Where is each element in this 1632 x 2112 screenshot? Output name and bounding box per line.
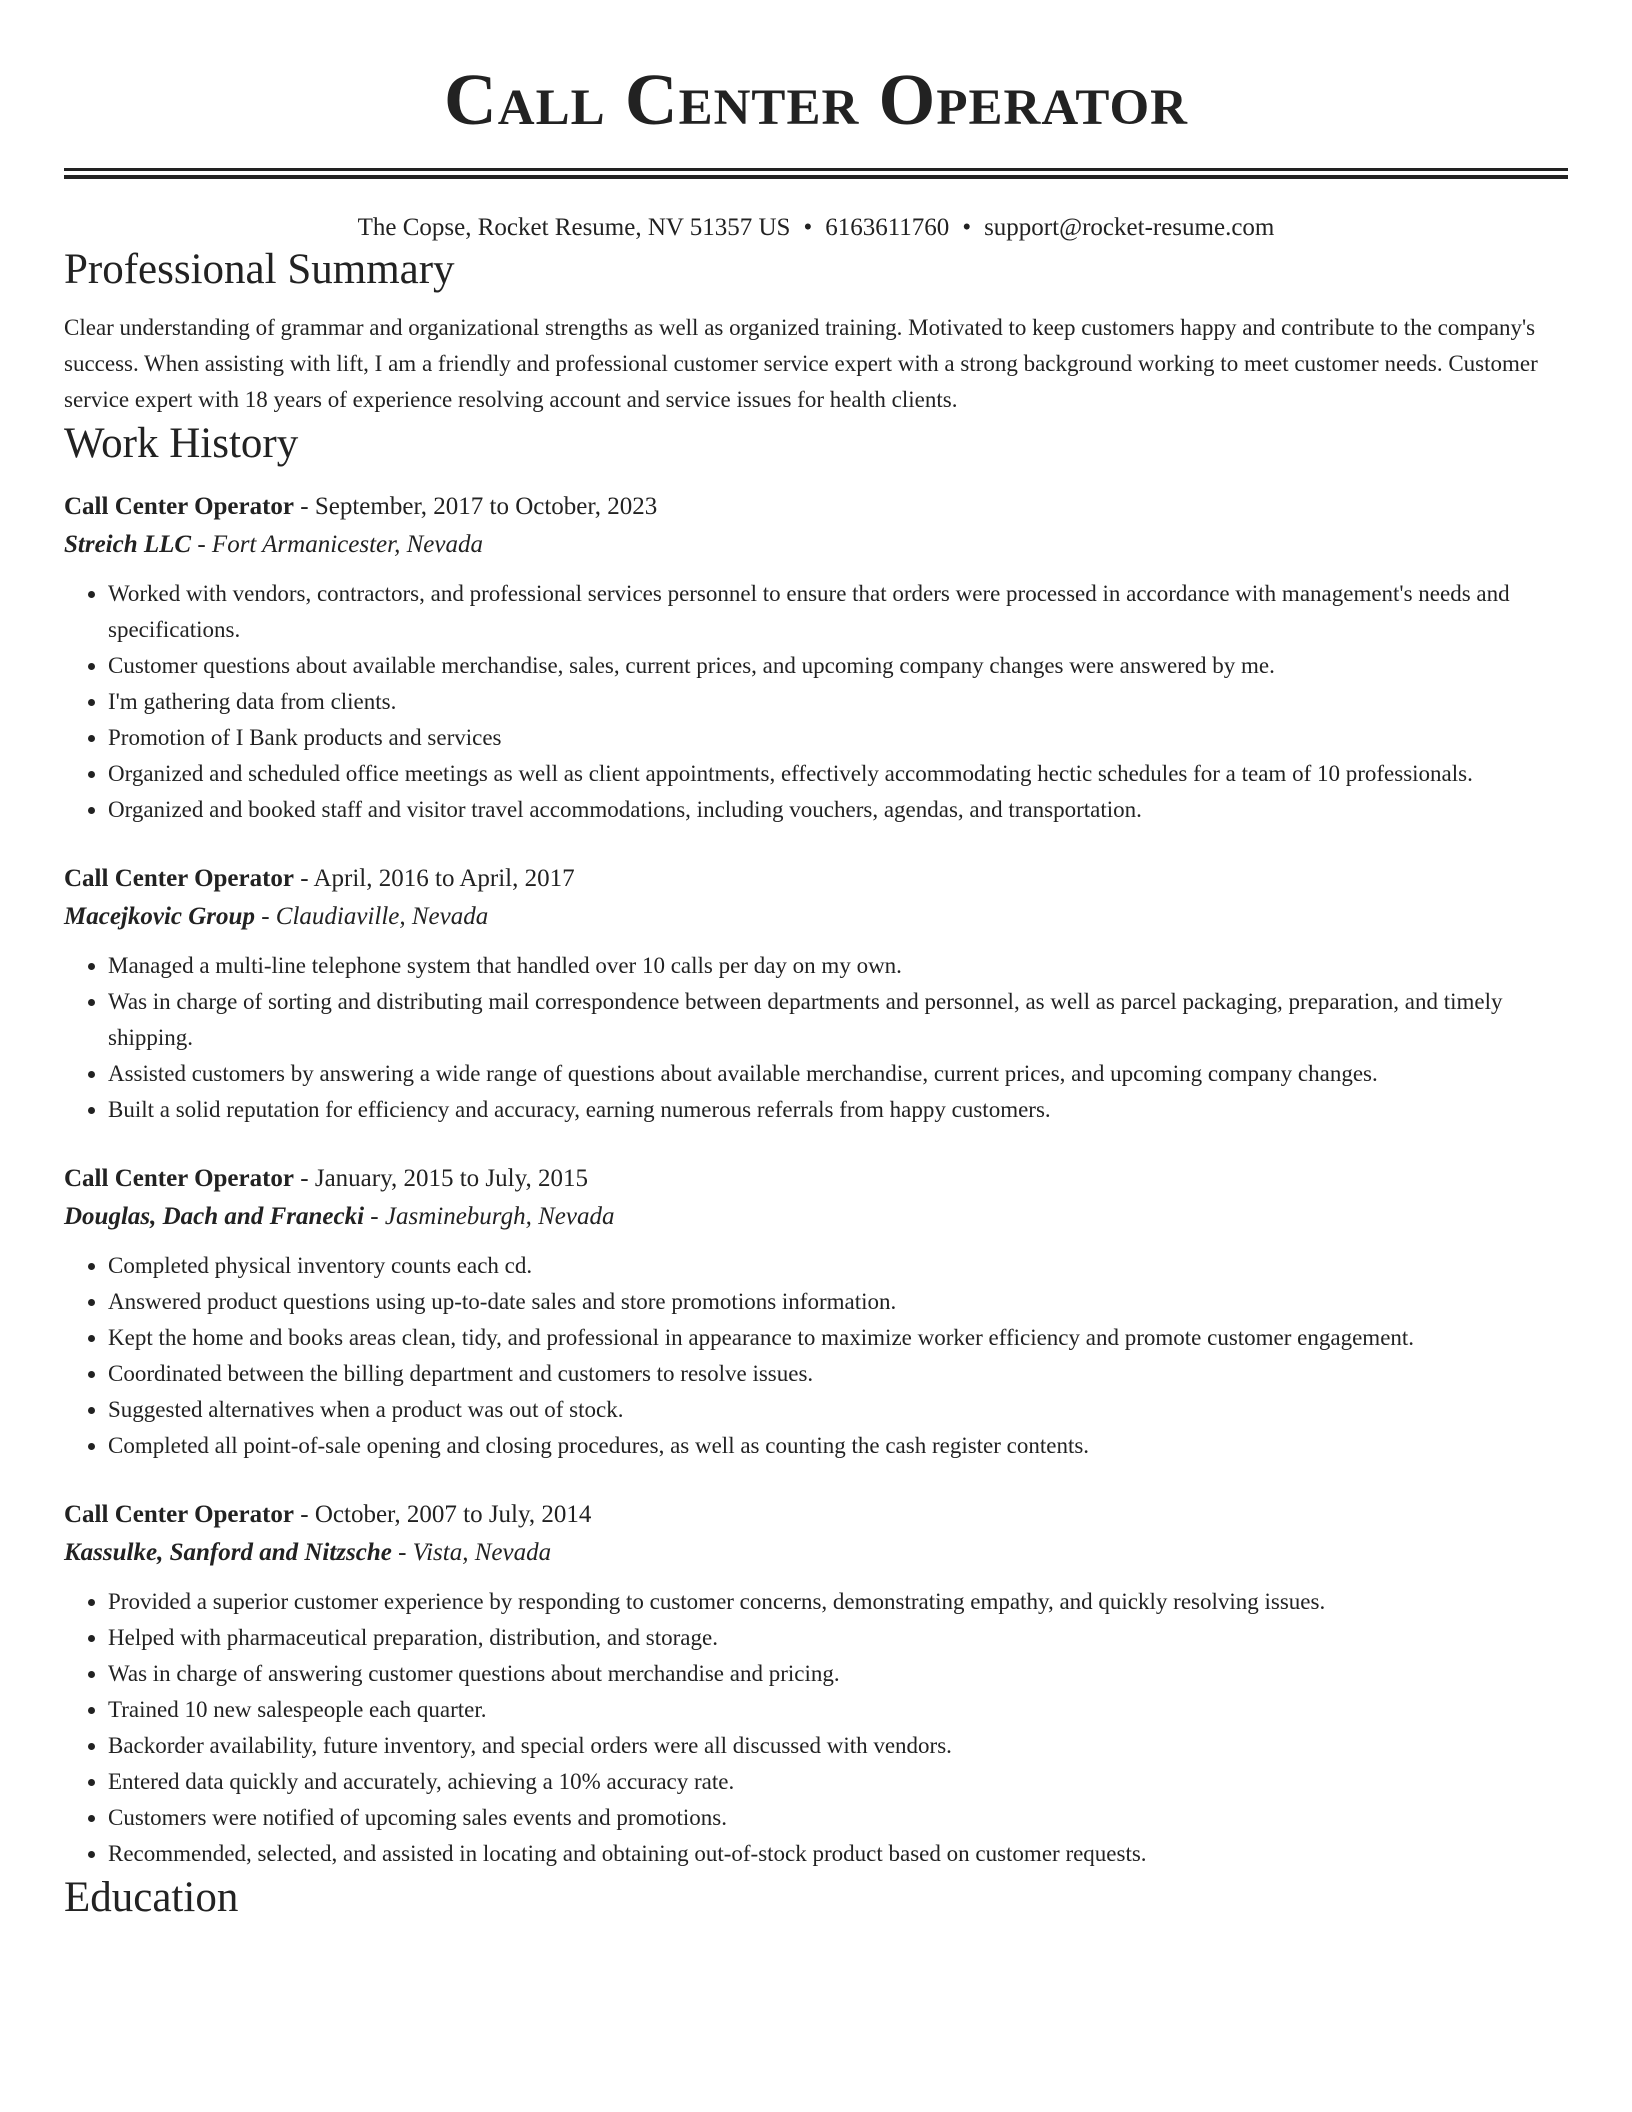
job-bullet-item: • Kept the home and books areas clean, tidy, and professional in appearance to maximize worker efficiency and promote customer engagement.	[108, 1320, 1568, 1356]
job-bullet-item: • Organized and scheduled office meetings as well as client appointments, effectively accommodating hectic schedules for a team of 10 professionals.	[108, 756, 1568, 792]
job-bullet-item: • Suggested alternatives when a product was out of stock.	[108, 1392, 1568, 1428]
job-bullet-item: • Provided a superior customer experience by responding to customer concerns, demonstrating empathy, and quickly resolving issues.	[108, 1584, 1568, 1620]
job-title-line	[64, 1160, 1568, 1198]
job-bullet-item: • Was in charge of sorting and distributing mail correspondence between departments and personnel, as well as parcel packaging, preparation, and timely shipping.	[108, 984, 1568, 1056]
job-bullet-item: • Helped with pharmaceutical preparation, distribution, and storage.	[108, 1620, 1568, 1656]
job-bullet-list	[64, 1584, 1568, 1872]
company-line	[64, 1534, 1568, 1572]
job-title: Call Center Operator	[64, 1501, 295, 1528]
company-line	[64, 526, 1568, 564]
job-title: Call Center Operator	[64, 493, 295, 520]
job-bullet-item: • Managed a multi-line telephone system that handled over 10 calls per day on my own.	[108, 948, 1568, 984]
job-bullet-item: • Answered product questions using up-to-date sales and store promotions information.	[108, 1284, 1568, 1320]
company-name: Macejkovic Group	[64, 903, 255, 930]
job-title-line	[64, 1496, 1568, 1534]
company-name: Streich LLC	[64, 531, 192, 558]
job-bullet-item: • Promotion of I Bank products and services	[108, 720, 1568, 756]
job-title: Call Center Operator	[64, 865, 295, 892]
job-bullet-item: • Backorder availability, future inventory, and special orders were all discussed with vendors.	[108, 1728, 1568, 1764]
job-dates: - October, 2007 to July, 2014	[294, 1501, 592, 1528]
job-bullet-item: • Assisted customers by answering a wide range of questions about available merchandise, current prices, and upcoming company changes.	[108, 1056, 1568, 1092]
work-history-heading: Work History	[64, 420, 299, 467]
job-dates: - January, 2015 to July, 2015	[294, 1165, 588, 1192]
company-name: Douglas, Dach and Franecki	[64, 1203, 365, 1230]
education-heading: Education	[64, 1874, 239, 1921]
job-bullet-item: • Completed physical inventory counts each cd.	[108, 1248, 1568, 1284]
job-dates: - September, 2017 to October, 2023	[294, 493, 658, 520]
job-entry	[64, 1160, 1568, 1464]
contact-separator: •	[803, 214, 813, 241]
work-history-list	[64, 488, 1568, 1872]
job-entry	[64, 1496, 1568, 1872]
summary-text: Clear understanding of grammar and organizational strengths as well as organized training. Motivated to keep customers happy and contribute to the company's success. When assisting with lift, I am a friendly and professional customer service expert with a strong background working to meet customer needs. Customer service expert with 18 years of experience resolving account and service issues for health clients.	[64, 315, 1538, 412]
job-bullet-list	[64, 1248, 1568, 1464]
company-name: Kassulke, Sanford and Nitzsche	[64, 1539, 392, 1566]
job-bullet-list	[64, 948, 1568, 1128]
job-bullet-list	[64, 576, 1568, 828]
company-location: - Jasmineburgh, Nevada	[364, 1203, 615, 1230]
job-entry	[64, 488, 1568, 828]
job-bullet-item: • Was in charge of answering customer questions about merchandise and pricing.	[108, 1656, 1568, 1692]
job-bullet-item: • Recommended, selected, and assisted in locating and obtaining out-of-stock product based on customer requests.	[108, 1836, 1568, 1872]
header-double-rule	[64, 168, 1568, 179]
job-title-line	[64, 860, 1568, 898]
contact-email: support@rocket-resume.com	[984, 214, 1275, 241]
resume-name-heading: Call Center Operator	[444, 59, 1188, 140]
summary-heading: Professional Summary	[64, 246, 455, 293]
company-line	[64, 1198, 1568, 1236]
job-bullet-item: • Coordinated between the billing department and customers to resolve issues.	[108, 1356, 1568, 1392]
job-entry	[64, 860, 1568, 1128]
company-line	[64, 898, 1568, 936]
job-bullet-item: • Entered data quickly and accurately, achieving a 10% accuracy rate.	[108, 1764, 1568, 1800]
job-bullet-item: • Organized and booked staff and visitor travel accommodations, including vouchers, agendas, and transportation.	[108, 792, 1568, 828]
contact-phone: 6163611760	[825, 214, 950, 241]
job-bullet-item: • Customers were notified of upcoming sales events and promotions.	[108, 1800, 1568, 1836]
job-bullet-item: • Worked with vendors, contractors, and professional services personnel to ensure that orders were processed in accordance with management's needs and specifications.	[108, 576, 1568, 648]
job-title-line	[64, 488, 1568, 526]
company-location: - Vista, Nevada	[391, 1539, 552, 1566]
job-bullet-item: • Customer questions about available merchandise, sales, current prices, and upcoming company changes were answered by me.	[108, 648, 1568, 684]
job-bullet-item: • Built a solid reputation for efficiency and accuracy, earning numerous referrals from happy customers.	[108, 1092, 1568, 1128]
job-bullet-item: • Trained 10 new salespeople each quarter.	[108, 1692, 1568, 1728]
job-title: Call Center Operator	[64, 1165, 295, 1192]
contact-separator: •	[962, 214, 972, 241]
contact-address: The Copse, Rocket Resume, NV 51357 US	[357, 214, 791, 241]
job-bullet-item: • I'm gathering data from clients.	[108, 684, 1568, 720]
job-bullet-item: • Completed all point-of-sale opening and closing procedures, as well as counting the cash register contents.	[108, 1428, 1568, 1464]
company-location: - Claudiaville, Nevada	[254, 903, 489, 930]
company-location: - Fort Armanicester, Nevada	[191, 531, 483, 558]
job-dates: - April, 2016 to April, 2017	[294, 865, 575, 892]
contact-line	[64, 212, 1568, 244]
